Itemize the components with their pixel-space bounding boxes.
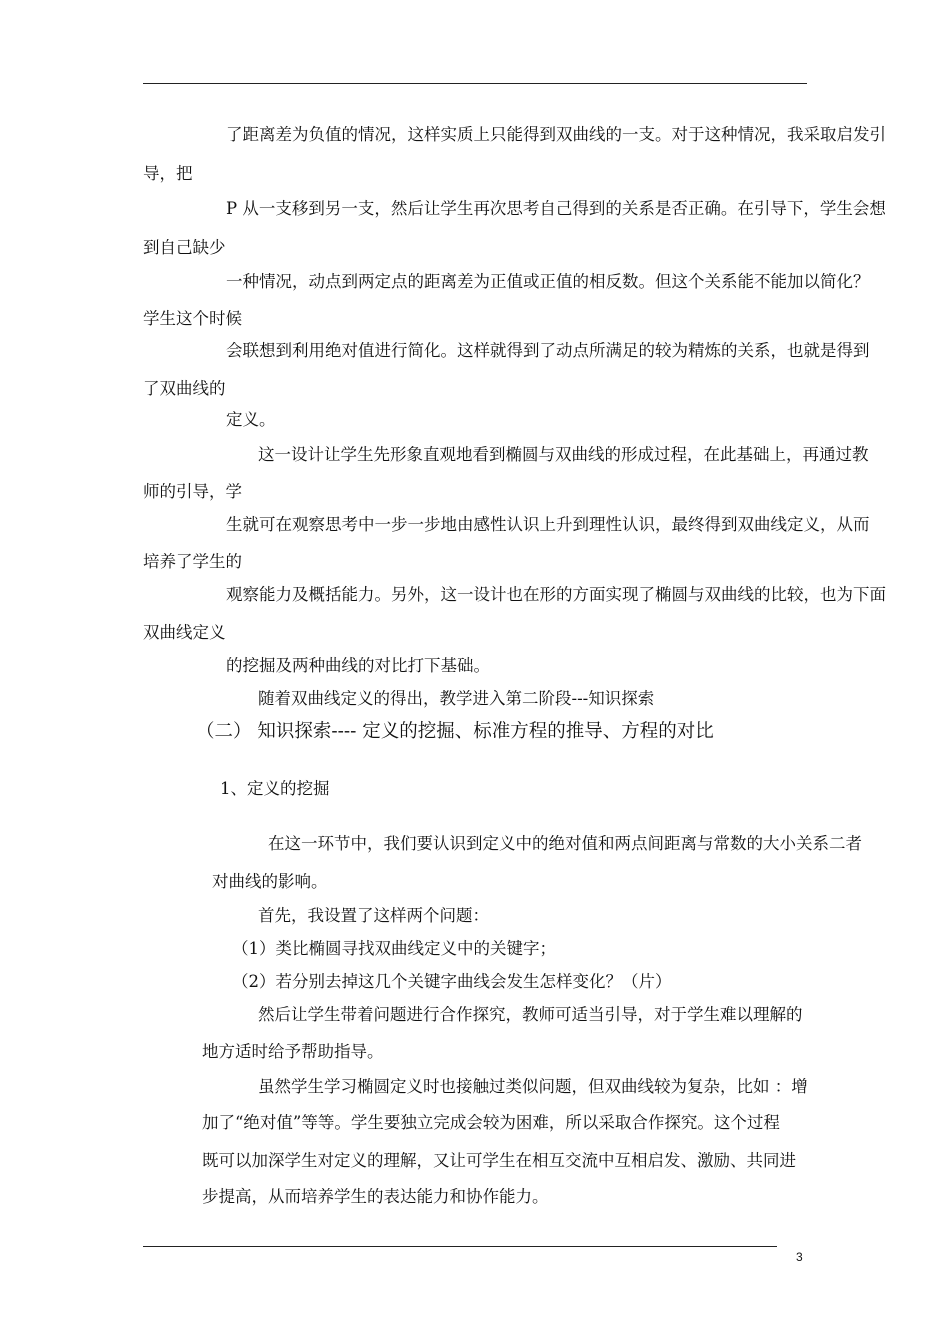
text-line: 到自己缺少 <box>143 238 226 257</box>
text-line: 一种情况，动点到两定点的距离差为正值或正值的相反数。但这个关系能不能加以简化？ <box>226 272 870 291</box>
text-line: 观察能力及概括能力。另外，这一设计也在形的方面实现了椭圆与双曲线的比较，也为下面 <box>226 585 886 604</box>
text-line: P 从一支移到另一支，然后让学生再次思考自己得到的关系是否正确。在引导下，学生会想 <box>226 199 886 218</box>
text-line: 师的引导，学 <box>143 482 242 501</box>
text-line: 虽然学生学习椭圆定义时也接触过类似问题，但双曲线较为复杂，比如 ：增 <box>258 1077 808 1096</box>
text-line: 了距离差为负值的情况，这样实质上只能得到双曲线的一支。对于这种情况，我采取启发引 <box>226 125 886 144</box>
section-heading: （二） 知识探索---- 定义的挖掘、标准方程的推导、方程的对比 <box>196 721 714 742</box>
text-line: 了双曲线的 <box>143 379 226 398</box>
header-rule <box>143 83 807 84</box>
text-line: 地方适时给予帮助指导。 <box>202 1042 384 1061</box>
page-number: 3 <box>796 1250 803 1264</box>
text-line: 既可以加深学生对定义的理解，又让可学生在相互交流中互相启发、激励、共同进 <box>202 1151 796 1170</box>
paragraph-q2: 首先，我设置了这样两个问题： <box>258 906 489 925</box>
footer-rule <box>143 1246 777 1247</box>
text-line: 步提高，从而培养学生的表达能力和协作能力。 <box>202 1187 549 1206</box>
text-line: 定义。 <box>226 410 276 429</box>
text-line: 这一设计让学生先形象直观地看到椭圆与双曲线的形成过程，在此基础上，再通过教 <box>258 445 869 464</box>
text-line: 然后让学生带着问题进行合作探究，教师可适当引导，对于学生难以理解的 <box>258 1005 803 1024</box>
text-line: 生就可在观察思考中一步一步地由感性认识上升到理性认识，最终得到双曲线定义，从而 <box>226 515 870 534</box>
text-line: 在这一环节中，我们要认识到定义中的绝对值和两点间距离与常数的大小关系二者 <box>268 834 862 853</box>
text-line: 会联想到利用绝对值进行简化。这样就得到了动点所满足的较为精炼的关系，也就是得到 <box>226 341 870 360</box>
text-line: 对曲线的影响。 <box>212 872 328 891</box>
question-1: （1）类比椭圆寻找双曲线定义中的关键字； <box>232 939 556 958</box>
text-line: 双曲线定义 <box>143 623 226 642</box>
text-line: 学生这个时候 <box>143 309 242 328</box>
text-line: 培养了学生的 <box>143 552 242 571</box>
text-line: 的挖掘及两种曲线的对比打下基础。 <box>226 656 490 675</box>
text-line: 随着双曲线定义的得出，教学进入第二阶段---知识探索 <box>258 689 655 708</box>
text-line: 加了“绝对值”等等。学生要独立完成会较为困难，所以采取合作探究。这个过程 <box>202 1113 780 1132</box>
subsection-heading: 1、定义的挖掘 <box>220 779 330 798</box>
text-line: 导，把 <box>143 164 193 183</box>
question-2: （2）若分别去掉这几个关键字曲线会发生怎样变化？（片） <box>232 972 672 991</box>
